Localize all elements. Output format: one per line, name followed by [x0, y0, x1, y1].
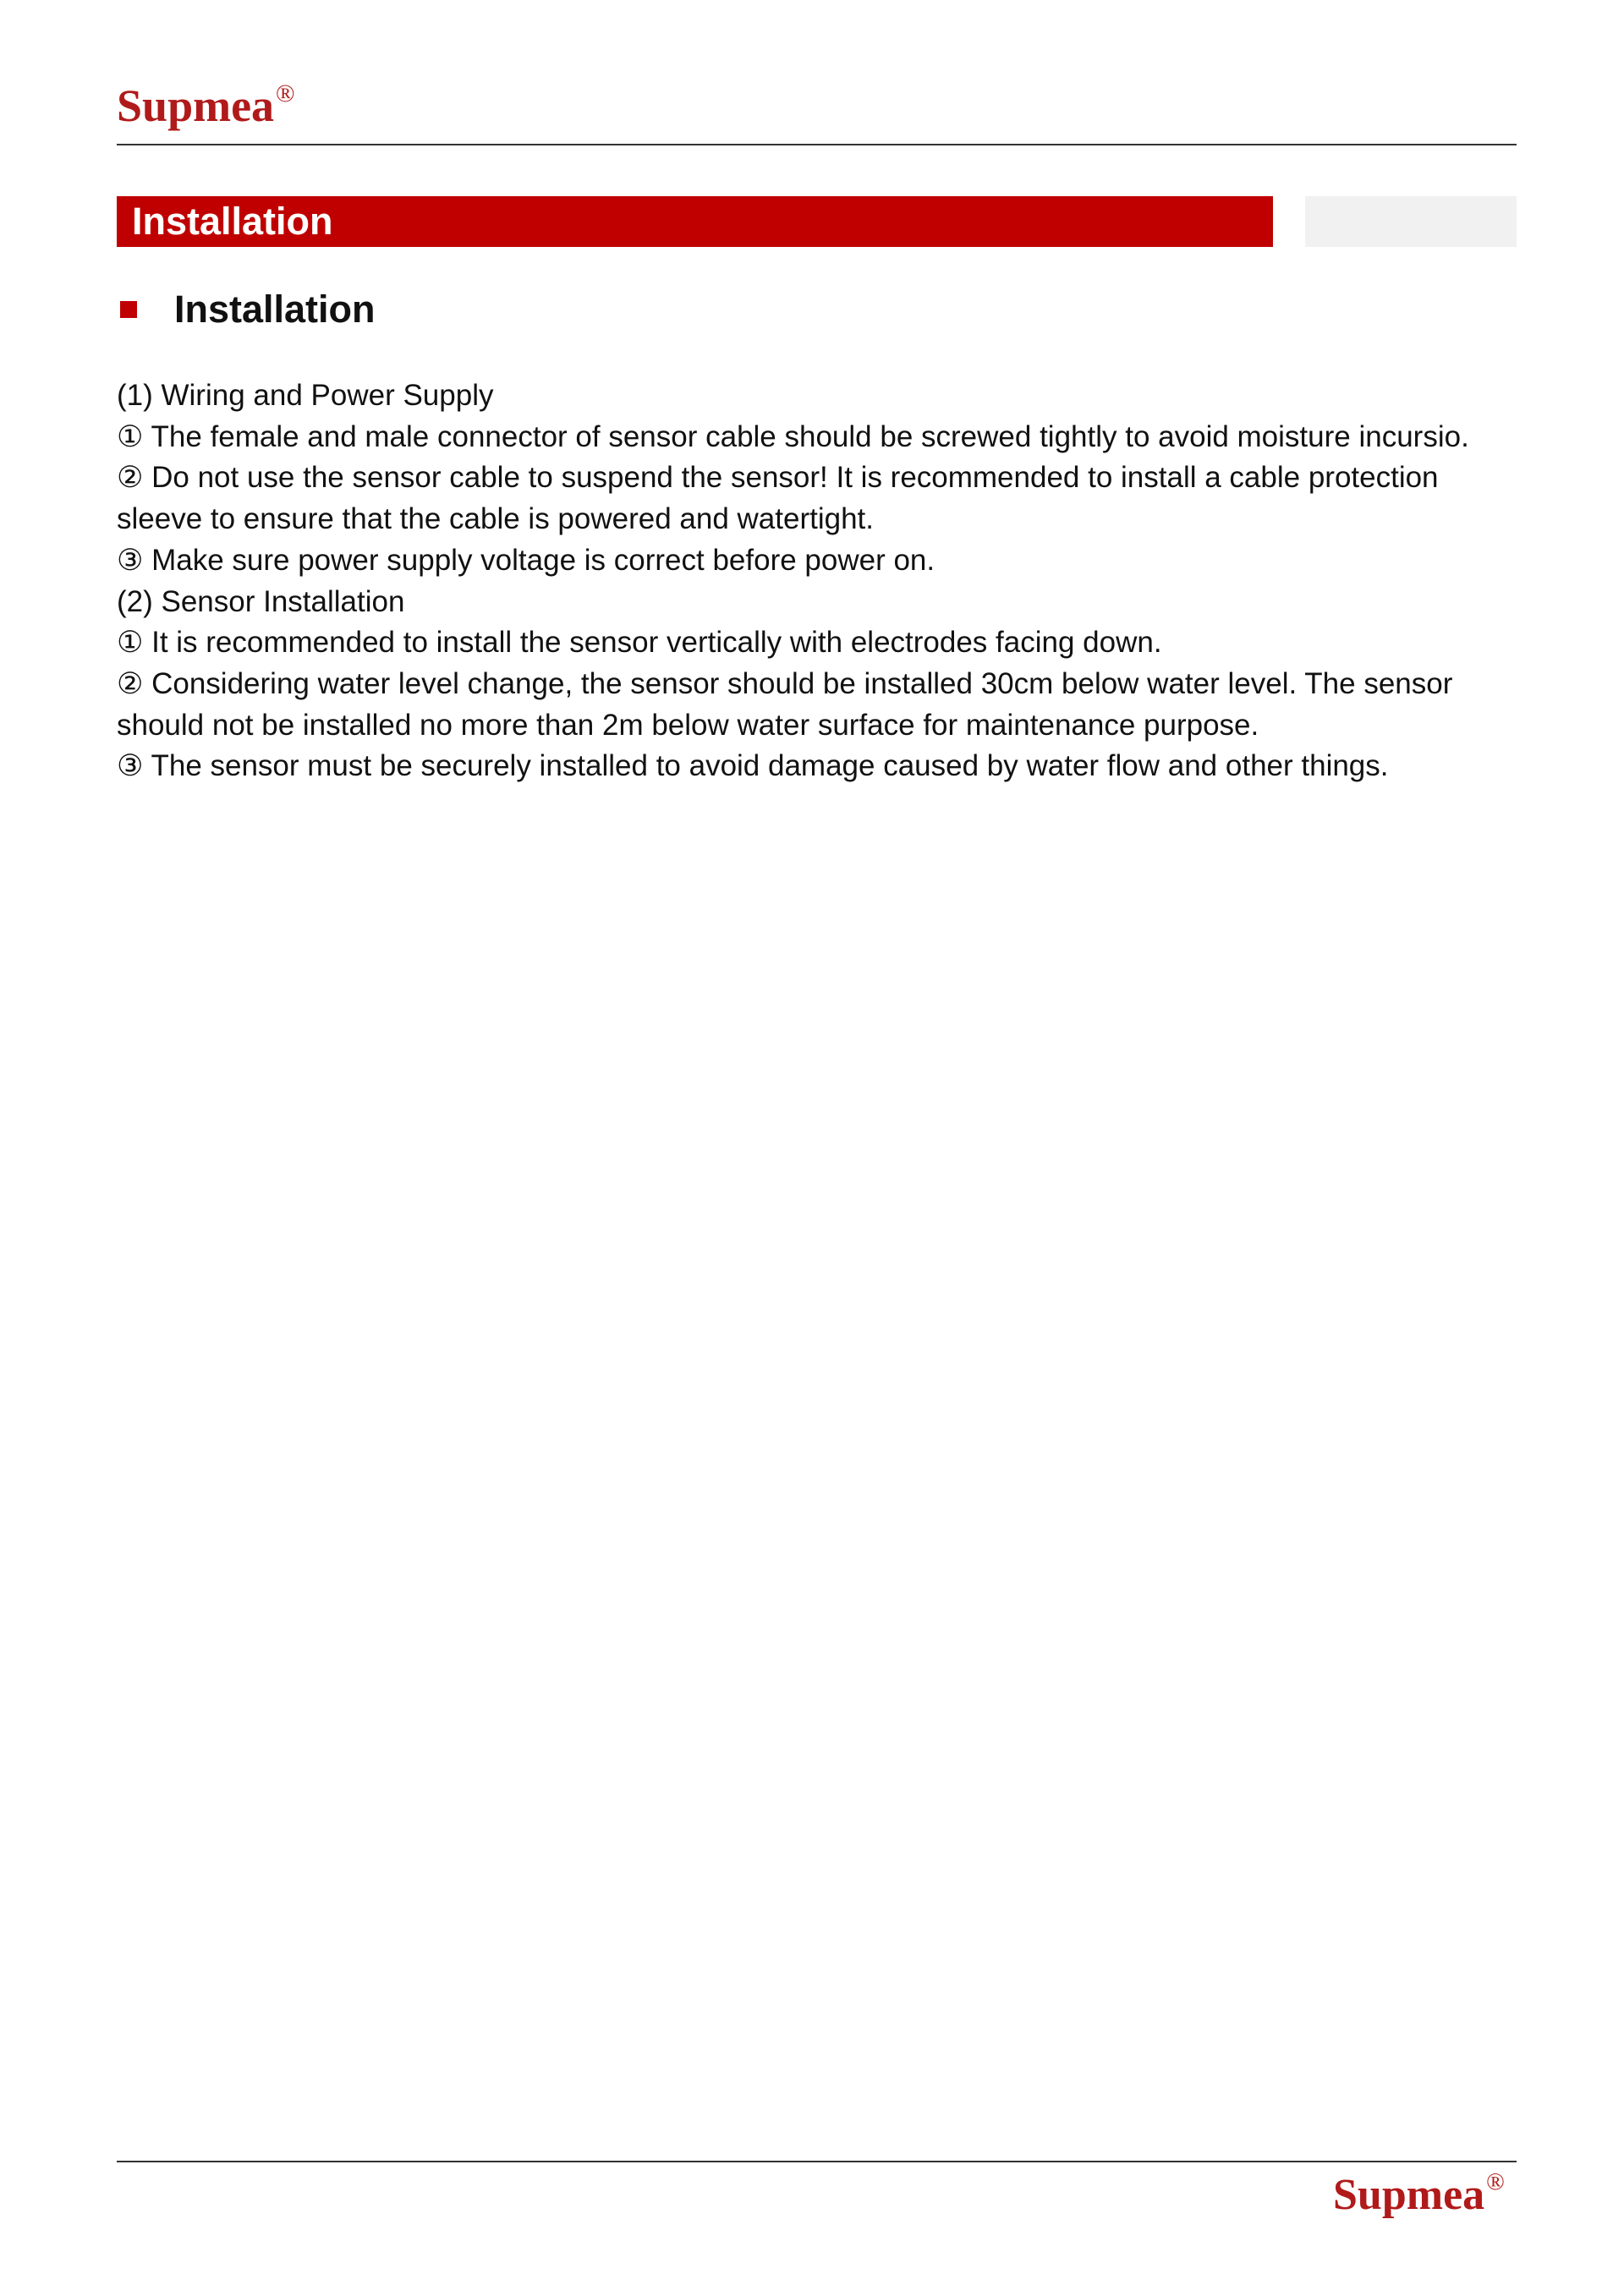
footer-logo	[1333, 2169, 1505, 2219]
header-logo	[117, 79, 295, 131]
header-registered-mark: ®	[276, 79, 295, 107]
header-logo-text: Supmea	[117, 80, 275, 131]
wiring-heading: (1) Wiring and Power Supply	[117, 379, 494, 412]
sensor-step-1: ① It is recommended to install the sensor vertically with electrodes facing down.	[117, 626, 1162, 660]
footer-logo-text: Supmea	[1333, 2171, 1485, 2219]
sensor-step-3: ③ The sensor must be securely installed to avoid damage caused by water flow and other things.	[117, 749, 1389, 783]
sensor-installation-heading: (2) Sensor Installation	[117, 584, 405, 618]
square-bullet-icon	[120, 301, 137, 318]
subheading-title: Installation	[174, 288, 376, 331]
sensor-step-2: ② Considering water level change, the sensor should be installed 30cm below water level. The sensor should not be installed no more than 2m below water surface for maintenance purpose.	[117, 666, 1453, 742]
section-side-block	[1305, 196, 1517, 247]
wiring-step-1: ① The female and male connector of sensor cable should be screwed tightly to avoid moisture incursio.	[117, 419, 1469, 453]
footer-registered-mark: ®	[1486, 2169, 1505, 2196]
header-divider	[117, 144, 1517, 145]
installation-body	[117, 375, 1521, 787]
wiring-step-2: ② Do not use the sensor cable to suspend the sensor! It is recommended to install a cable protection sleeve to ensure that the cable is powered and watertight.	[117, 461, 1439, 536]
footer-divider	[117, 2161, 1517, 2162]
section-title-bar	[117, 196, 1273, 247]
section-title: Installation	[132, 200, 333, 243]
wiring-step-3: ③ Make sure power supply voltage is correct before power on.	[117, 543, 935, 577]
